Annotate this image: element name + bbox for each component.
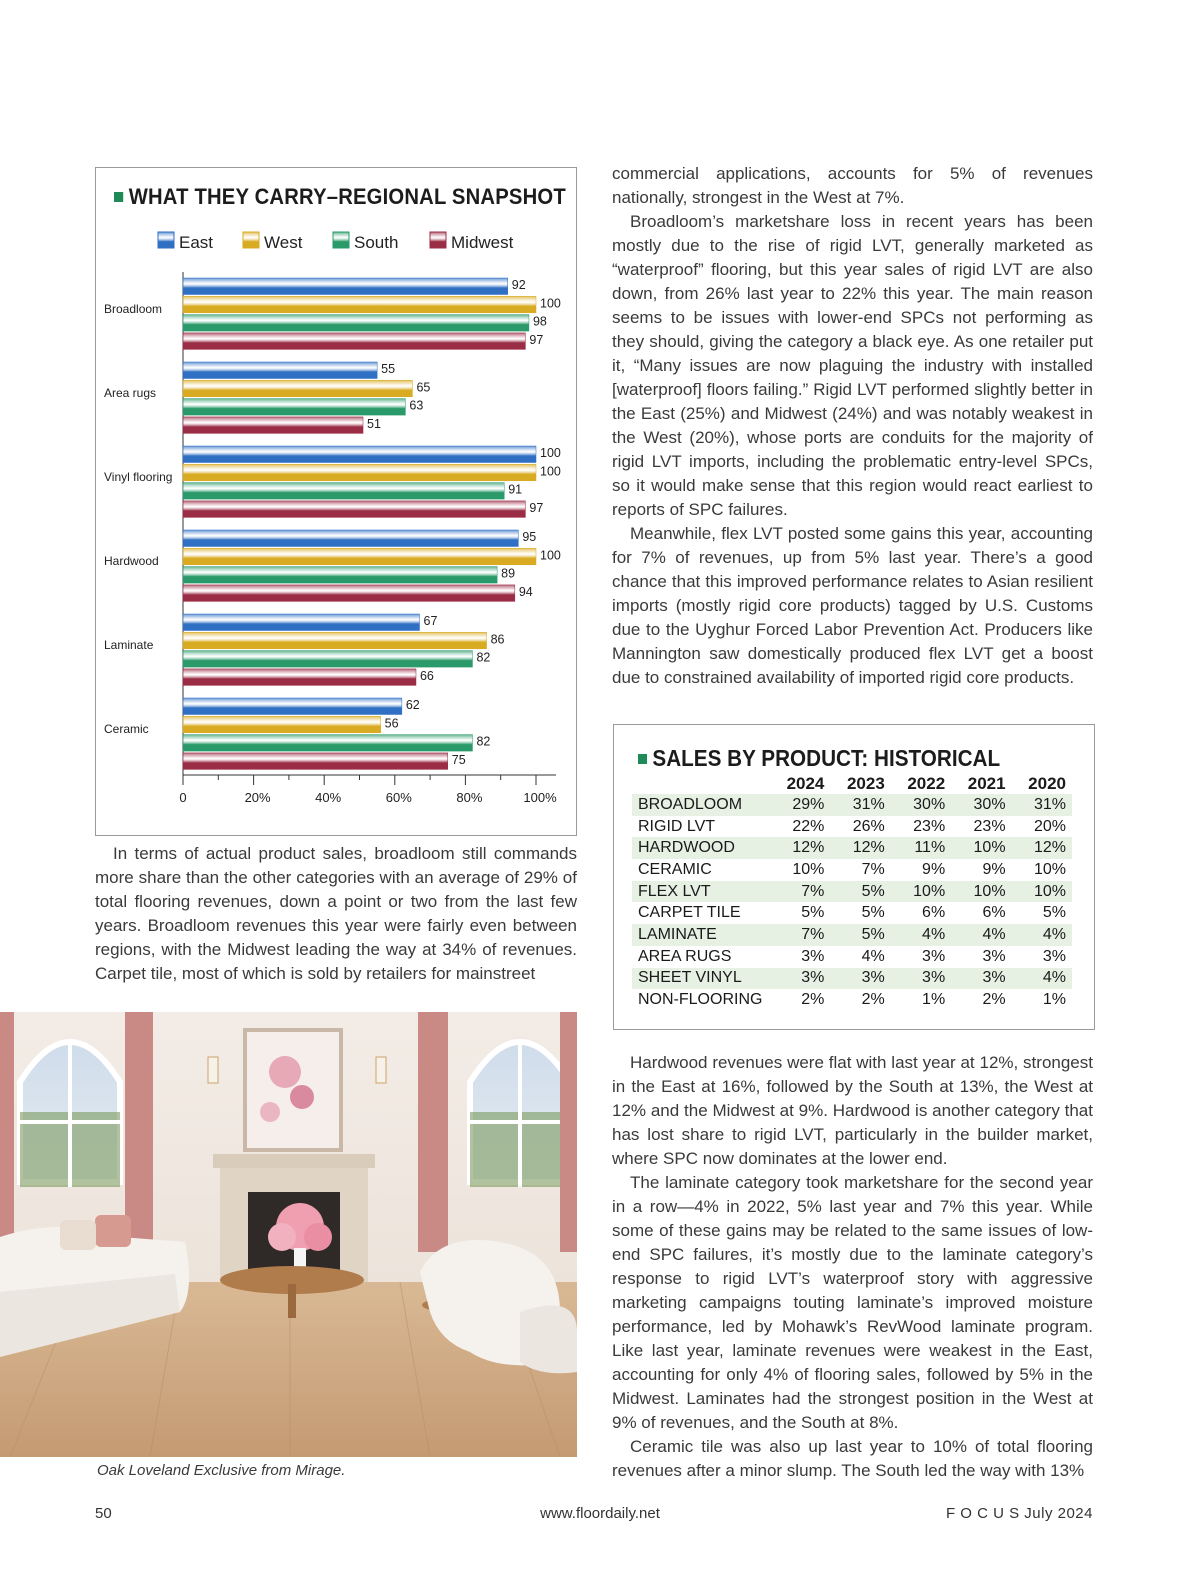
x-tick-label: 80%	[456, 790, 483, 805]
table-cell: LAMINATE	[632, 924, 770, 946]
website-url: www.floordaily.net	[540, 1505, 660, 1522]
bar-east	[183, 278, 508, 295]
table-cell: 3%	[830, 968, 890, 990]
table-cell: 4%	[891, 924, 951, 946]
table-cell: 10%	[1012, 881, 1072, 903]
table-cell: FLEX LVT	[632, 881, 770, 903]
category-label: Vinyl flooring	[104, 470, 173, 484]
table-cell: 4%	[951, 924, 1011, 946]
article-paragraph: Hardwood revenues were flat with last year at 12%, strongest in the East at 16%, followed by the South at 13%, the West at 12% and the Midwest at 9%. Hardwood is another category that has lost share to rigid LVT, particularly in the builder market, where SPC now dominates at the lower end.	[612, 1053, 1093, 1168]
bar-south	[183, 567, 497, 584]
bar-east	[183, 614, 420, 631]
table-cell: 26%	[852, 817, 885, 835]
table-cell: 12%	[1012, 837, 1072, 859]
category-label: Hardwood	[104, 554, 159, 568]
table-cell: 31%	[830, 794, 890, 816]
table-cell: 23%	[913, 817, 946, 835]
bar-midwest	[183, 501, 525, 518]
bar-south	[183, 483, 504, 500]
table-cell: 12%	[770, 837, 830, 859]
living-room-photo	[0, 1012, 577, 1457]
regional-snapshot-chart	[95, 167, 577, 836]
legend-swatch-midwest	[430, 232, 446, 248]
article-paragraph: Broadloom’s marketshare loss in recent years has been mostly due to the rise of rigid LVT, generally marketed as “waterproof” flooring, but this year sales of rigid LVT are also down, from 26% last year to 22% this year. The main reason seems to be issues with lower-end SPCs not performing as they should, giving the category a black eye. As one retailer put it, “Many issues are now plaguing the industry with installed [waterproof] floors failing.” Rigid LVT performed slightly better in the East (25%) and Midwest (24%) and was notably weakest in the West (20%), whose ports are conduits for the majority of rigid LVT imports, including the problematic entry-level SPCs, so it would make sense that this region would react earliest to reports of SPC failures.	[612, 212, 1093, 519]
sales-by-product-table	[613, 724, 1095, 1030]
bar-value-label: 82	[476, 650, 491, 665]
table-cell: 5%	[830, 881, 890, 903]
table-cell: 9%	[982, 860, 1006, 878]
table-row	[632, 968, 1072, 990]
table-cell: 3%	[891, 968, 951, 990]
table-row	[632, 989, 1072, 1011]
table-cell: 3%	[982, 947, 1006, 965]
table-cell: 29%	[770, 794, 830, 816]
article-paragraph: In terms of actual product sales, broadloom still commands more share than the other categories with an average of 29% of total flooring revenues, down a point or two from the last few years. Broadloom revenues this year were fairly even between regions, with the Midwest leading the way at 34% of revenues. Carpet tile, most of which is sold by retailers for mainstreet	[95, 844, 577, 983]
bar-midwest	[183, 669, 416, 686]
bar-value-label: 55	[381, 362, 396, 376]
table-cell: 7%	[770, 881, 830, 903]
table-cell: 6%	[982, 904, 1006, 922]
table-cell: 12%	[830, 837, 890, 859]
table-cell: 1%	[922, 991, 946, 1009]
table-cell: 10%	[951, 837, 1011, 859]
bar-value-label: 100	[540, 464, 561, 479]
bar-value-label: 86	[490, 632, 505, 647]
table-cell: 3%	[1042, 947, 1066, 965]
table-cell: 1%	[1042, 991, 1066, 1009]
article-right-top-column	[612, 162, 1093, 690]
legend-swatch-east	[158, 232, 174, 248]
table-cell: 2%	[861, 991, 885, 1009]
category-label: Broadloom	[104, 302, 163, 316]
legend-swatch-south	[333, 232, 349, 248]
table-cell: CERAMIC	[638, 860, 712, 878]
table-title	[638, 745, 1000, 772]
bar-value-label: 100	[540, 296, 561, 311]
table-cell: RIGID LVT	[638, 817, 716, 835]
bar-midwest	[183, 753, 448, 770]
bar-value-label: 63	[409, 398, 424, 413]
x-tick-label: 0	[179, 790, 187, 805]
table-cell: 7%	[861, 860, 885, 878]
bar-value-label: 94	[518, 584, 533, 599]
bar-south	[183, 651, 472, 668]
table-row	[632, 859, 1072, 881]
bar-value-label: 66	[419, 668, 434, 683]
x-tick-label: 20%	[244, 790, 271, 805]
bar-east	[183, 698, 402, 715]
bar-midwest	[183, 585, 515, 602]
bar-midwest	[183, 333, 525, 350]
table-cell: 7%	[770, 924, 830, 946]
bar-value-label: 91	[508, 482, 523, 497]
article-paragraph: Meanwhile, flex LVT posted some gains this year, accounting for 7% of revenues, up from 5% last year. There’s a good chance that this improved performance relates to Asian resilient imports (mostly rigid core products) tagged by U.S. Customs due to the Uyghur Forced Labor Prevention Act. Producers like Mannington saw domestically produced flex LVT get a boost due to constrained availability of imported rigid core products.	[612, 524, 1093, 687]
table-header-cell: 2022	[907, 773, 946, 793]
table-cell: 4%	[861, 947, 885, 965]
table-cell: 31%	[1012, 794, 1072, 816]
article-paragraph: commercial applications, accounts for 5% of revenues nationally, strongest in the West at 7%.	[612, 164, 1093, 207]
table-row	[632, 946, 1072, 968]
table-cell: 10%	[951, 881, 1011, 903]
legend-label-east: East	[179, 233, 214, 252]
category-label: Ceramic	[104, 722, 149, 736]
category-label: Laminate	[104, 638, 154, 652]
bar-midwest	[183, 417, 363, 434]
bar-value-label: 56	[384, 716, 399, 731]
bar-value-label: 51	[367, 416, 381, 431]
table-cell: 2%	[982, 991, 1006, 1009]
x-tick-label: 100%	[523, 790, 557, 805]
table-cell: 6%	[922, 904, 946, 922]
bar-west	[183, 464, 536, 481]
issue-label: F O C U S July 2024	[945, 1505, 1093, 1522]
bar-value-label: 65	[416, 380, 431, 395]
table-cell: 3%	[922, 947, 946, 965]
bar-value-label: 89	[501, 566, 516, 581]
legend-label-west: West	[264, 233, 303, 252]
bar-south	[183, 315, 529, 332]
table-cell: 10%	[792, 860, 825, 878]
table-cell: 3%	[951, 968, 1011, 990]
bar-value-label: 67	[423, 614, 438, 628]
bar-value-label: 97	[529, 500, 544, 515]
bar-value-label: 62	[405, 698, 420, 712]
page-number: 50	[95, 1505, 112, 1522]
table-title-text: SALES BY PRODUCT: HISTORICAL	[652, 745, 1001, 771]
legend-swatch-west	[243, 232, 259, 248]
table-cell: NON-FLOORING	[638, 991, 763, 1009]
bar-value-label: 98	[532, 314, 547, 329]
bar-value-label: 82	[476, 734, 491, 749]
photo-caption: Oak Loveland Exclusive from Mirage.	[97, 1462, 346, 1479]
bar-value-label: 75	[451, 752, 466, 767]
article-paragraph: The laminate category took marketshare for the second year in a row—4% in 2022, 5% last year and 7% this year. While some of these gains may be related to the same issues of low-end SPC failures, it’s mostly due to the laminate category’s response to rigid LVT’s waterproof story with aggressive marketing campaigns touting laminate’s improved moisture performance, led by Mohawk’s RevWood laminate program. Like last year, laminate revenues were weakest in the East, accounting for only 4% of flooring sales, followed by 5% in the Midwest. Laminates had the strongest position in the West at 9% of revenues, and the South at 8%.	[612, 1173, 1093, 1432]
table-header-cell	[632, 773, 770, 794]
table-cell: BROADLOOM	[632, 794, 770, 816]
x-tick-label: 40%	[315, 790, 342, 805]
bar-chart-svg	[96, 168, 578, 837]
table-row	[632, 794, 1072, 816]
bar-east	[183, 362, 377, 379]
bar-west	[183, 548, 536, 565]
table-cell: 10%	[891, 881, 951, 903]
bar-value-label: 100	[540, 446, 561, 460]
bar-south	[183, 399, 405, 416]
sales-table	[632, 773, 1072, 1011]
table-cell: 11%	[891, 837, 951, 859]
article-right-bottom-column	[612, 1051, 1093, 1483]
table-cell: 4%	[1012, 968, 1072, 990]
table-row	[632, 837, 1072, 859]
table-header-cell: 2024	[786, 773, 825, 793]
table-cell: 3%	[770, 968, 830, 990]
table-header-cell: 2020	[1028, 773, 1066, 793]
table-cell: AREA RUGS	[638, 947, 732, 965]
table-cell: 30%	[891, 794, 951, 816]
bar-value-label: 95	[522, 530, 537, 544]
table-cell: 23%	[973, 817, 1006, 835]
table-cell: 5%	[1042, 904, 1066, 922]
x-tick-label: 60%	[385, 790, 412, 805]
table-cell: HARDWOOD	[632, 837, 770, 859]
chart-title-text: WHAT THEY CARRY–REGIONAL SNAPSHOT	[128, 184, 566, 209]
legend-label-south: South	[354, 233, 399, 252]
table-cell: 3%	[801, 947, 825, 965]
table-cell: 22%	[792, 817, 825, 835]
table-cell: 9%	[922, 860, 946, 878]
table-cell: 30%	[951, 794, 1011, 816]
table-header-row	[632, 773, 1072, 794]
bar-west	[183, 632, 487, 649]
bar-value-label: 92	[511, 278, 526, 292]
table-cell: SHEET VINYL	[632, 968, 770, 990]
table-row	[632, 881, 1072, 903]
table-header-cell: 2021	[967, 773, 1006, 793]
table-cell: 4%	[1012, 924, 1072, 946]
table-cell: 10%	[1033, 860, 1066, 878]
title-square-icon	[638, 754, 647, 764]
bar-value-label: 97	[529, 332, 544, 347]
bar-south	[183, 735, 472, 752]
bar-east	[183, 446, 536, 463]
table-row	[632, 816, 1072, 838]
table-cell: 5%	[801, 904, 825, 922]
table-row	[632, 924, 1072, 946]
bar-west	[183, 380, 412, 397]
bar-east	[183, 530, 518, 547]
category-label: Area rugs	[104, 386, 157, 400]
table-cell: CARPET TILE	[638, 904, 741, 922]
table-cell: 20%	[1033, 817, 1066, 835]
table-row	[632, 902, 1072, 924]
article-left-column	[95, 842, 577, 986]
legend-label-midwest: Midwest	[451, 233, 514, 252]
table-cell: 2%	[801, 991, 825, 1009]
table-cell: 5%	[830, 924, 890, 946]
bar-west	[183, 296, 536, 313]
bar-value-label: 100	[540, 548, 561, 563]
article-paragraph: Ceramic tile was also up last year to 10% of total flooring revenues after a minor slump. The South led the way with 13%	[612, 1437, 1093, 1480]
table-cell: 5%	[861, 904, 885, 922]
bar-west	[183, 716, 381, 733]
table-header-cell: 2023	[846, 773, 885, 793]
